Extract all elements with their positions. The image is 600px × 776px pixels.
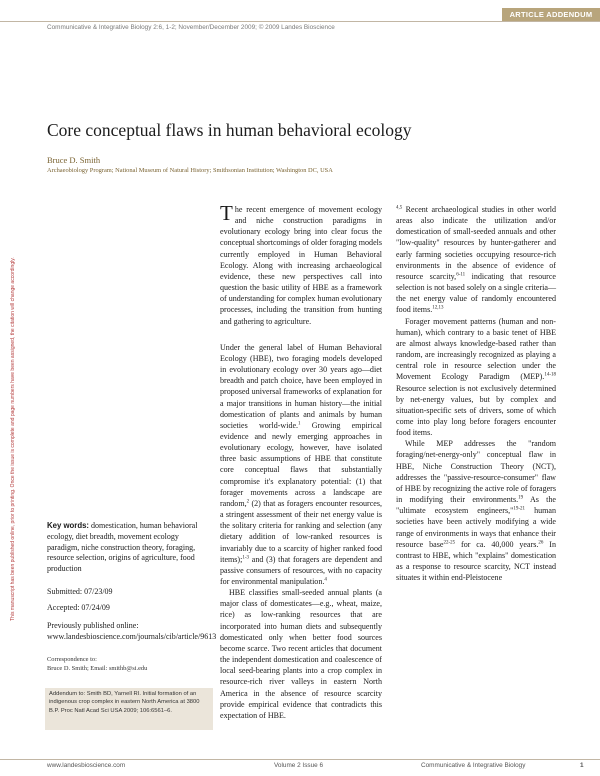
article-url-link[interactable]: www.landesbioscience.com/journals/cib/article/9613 [47, 631, 217, 641]
header-rule [0, 21, 600, 22]
body-column-1 [220, 201, 383, 721]
correspondence-label: Correspondence to: [47, 656, 97, 663]
footer-rule [0, 759, 600, 760]
body-paragraph: Forager movement patterns (human and non-human), which contrary to a basic tenet of HBE are almost always knowledge-based rather than random, are increasingly recognized as playing a central role in resource selection under the Movement Ecology Paradigm (MEP).$^{14-18}$ Resource selection is not exclusively determined by net-energy values, but by complex and situation-specific sets of drivers, some of which come into play long before foragers encounter food items. [396, 316, 556, 438]
footer-url[interactable]: www.landesbioscience.com [47, 762, 126, 769]
submitted-date: Submitted: 07/23/09 [47, 587, 113, 596]
accepted-date: Accepted: 07/24/09 [47, 603, 110, 612]
abstract-paragraph: The recent emergence of movement ecology and niche construction paradigms in evolutionary ecology bring into clear focus the conceptual shortcomings of older foraging models currently employed in Human Behavioral Ecology. Along with increasing archaeological evidence, these new perspectives call into question the basic utility of HBE as a framework of understanding for complex human evolutionary processes, including the transition from hunting and gathering to agriculture. [220, 201, 383, 326]
author-affiliation: Archaeobiology Program; National Museum of Natural History; Smithsonian Institution; Washington DC, USA [47, 167, 333, 174]
body-column-2 [396, 204, 556, 583]
body-paragraph: HBE classifies small-seeded annual plants (a major class of domesticates—e.g., wheat, maize, rice) as low-ranking resources that are incorporated into human diets and subsequently domesticated only when better food sources become scarce. Two recent articles that document the independent domestication and coalescence of local seed-bearing plants into a crop complex in resource-rich river valleys in eastern North America in the absence of resource scarcity provide empirical evidence that contradicts this expectation of HBE. [220, 588, 382, 720]
header-bar [0, 0, 600, 24]
article-title: Core conceptual flaws in human behavioral ecology [47, 120, 412, 140]
keywords-list: domestication, human behavioral ecology, diet breadth, movement ecology paradigm, niche construction theory, foraging, resource selection, origins of agriculture, food production [47, 521, 198, 574]
body-paragraph: Under the general label of Human Behavioral Ecology (HBE), two foraging models developed in evolutionary ecology over 30 years ago—diet breadth and patch choice, have been employed in proposed universal frameworks of explanation for a major transitions in human history—the initial domestication of plants and animals by human societies world-wide.$^1$ Growing empirical evidence and newly emerging approaches in evolutionary ecology, however, have isolated three basic assumptions of HBE that constitute core conceptual flaws that substantially compromise it's explanatory potential: (1) that forager movements across a landscape are random,$^2$ (2) that as foragers encounter resources, a stringent assessment of their net energy value is the solitary criteria for ranking and selection (any dietary addition of low-ranked resources is invariably due to a scarcity of higher ranked food items);$^{1-3}$ and (3) that foragers are dependent and passive consumers of resources, with no capacity for environmental manipulation.$^4$ [220, 342, 382, 586]
page-footer [0, 762, 600, 776]
body-paragraph: $^{4,5}$ Recent archaeological studies in other world areas also indicate the utilization and/or domestication of small-seeded annuals and other "low-quality" resources by hunter-gatherer and early farming societies occupying resource-rich environments in the absence of evidence of resource scarcity,$^{6-11}$ indicating that resource selection is not based solely on a single criteria—the net energy value of randomly encountered food items.$^{12,13}$ [396, 205, 556, 315]
article-type-badge: ARTICLE ADDENDUM [502, 8, 600, 21]
addendum-text: Addendum to: Smith BD, Yarnell RI. Initial formation of an indigenous crop complex in eastern North America at 3800 B.P. Proc Natl Acad Sci USA 2009; 106:6561–6. [49, 691, 200, 714]
keywords-label: Key words: [47, 521, 90, 530]
footer-issue: Volume 2 Issue 6 [274, 762, 324, 769]
published-online [47, 621, 217, 643]
footer-journal: Communicative & Integrative Biology [421, 762, 526, 769]
addendum-box [45, 688, 213, 730]
prepublication-note: This manuscript has been published online, prior to printing. Once the issue is complete and page numbers have been assigned, the citation will change accordingly. [10, 257, 16, 621]
journal-citation: Communicative & Integrative Biology 2:6, 1-2; November/December 2009; © 2009 Landes Bioscience [47, 24, 335, 31]
author-name: Bruce D. Smith [47, 155, 101, 165]
page-number: 1 [580, 762, 584, 769]
body-paragraph: While MEP addresses the "random foraging/net-energy-only" conceptual flaw in HBE, Niche Construction Theory (NCT), addresses the "passive-resource-consumer" flaw of HBE by recognizing the active role of foragers in modifying their environments.$^{19}$ As the "ultimate ecosystem engineers,"$^{19-21}$ human societies have been actively modifying a wide range of environments in ways that enhance their resource base$^{22-25}$ for ca. 40,000 years.$^{26}$ In contrast to HBE, which "explains" domestication as a response to resource scarcity, NCT instead situates it within end-Pleistocene [396, 439, 557, 583]
drop-cap: T [220, 201, 233, 225]
keywords [47, 521, 212, 575]
correspondence [47, 656, 212, 673]
correspondence-email[interactable]: Bruce D. Smith; Email: smithb@si.edu [47, 664, 148, 672]
published-label: Previously published online: [47, 621, 139, 630]
